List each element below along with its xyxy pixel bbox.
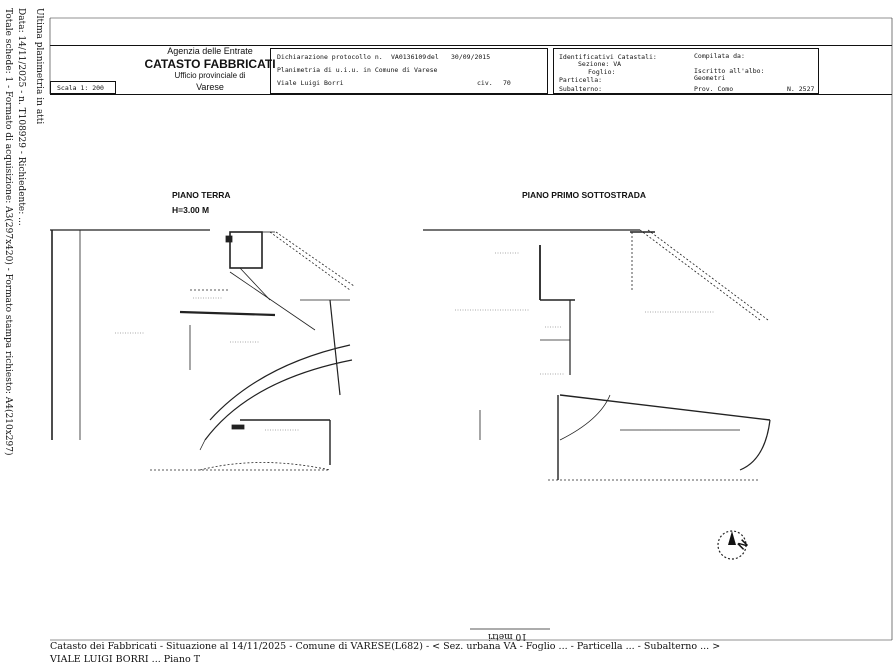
agency-name: Agenzia delle Entrate — [167, 46, 253, 56]
protocol-number: VA0136109 — [391, 53, 427, 61]
footer-line-1: Catasto dei Fabbricati - Situazione al 14/11/2025 - Comune di VARESE(L682) - < Sez. urbana VA - Foglio ... - Particella ... - Subalterno ... > — [50, 641, 721, 652]
registration-number: N. 2527 — [787, 85, 815, 93]
civ-value: 70 — [503, 79, 511, 87]
sidebar-line-1: Ultima planimetria in atti — [34, 8, 44, 125]
date-value: 30/09/2015 — [451, 53, 491, 61]
sidebar-line-3: Totale schede: 1 - Formato di acquisizione: A3(297x420) - Formato stampa richiesto: A4(210x297) — [3, 8, 13, 456]
footer-line-2: VIALE LUIGI BORRI ... Piano T — [50, 654, 201, 665]
ground-floor-height: H=3.00 M — [172, 205, 210, 215]
ident-title: Identificativi Catastali: — [559, 53, 657, 61]
particella-label: Particella: — [559, 76, 603, 84]
basement-floor-title: PIANO PRIMO SOTTOSTRADA — [522, 190, 647, 200]
planimetry-label: Planimetria di u.i.u. in Comune di Varese — [277, 66, 438, 74]
office-city: Varese — [196, 82, 224, 92]
ground-floor-title: PIANO TERRA — [172, 190, 231, 200]
prov-label: Prov. Como — [694, 85, 734, 93]
subalterno-label: Subalterno: — [559, 85, 603, 93]
compiled-by-label: Compilata da: — [694, 52, 745, 60]
civ-label: civ. — [477, 79, 493, 87]
date-label: del — [427, 53, 439, 61]
office-label: Ufficio provinciale di — [174, 71, 246, 80]
scale-bar-label: 10 metri — [488, 631, 527, 641]
scale-label: Scala 1: 200 — [57, 84, 104, 92]
protocol-label: Dichiarazione protocollo n. — [277, 53, 383, 61]
profession-label: Geometri — [694, 74, 726, 82]
sezione-label: Sezione: VA — [578, 60, 622, 68]
registered-label: Iscritto all'albo: — [694, 67, 765, 75]
catasto-title: CATASTO FABBRICATI — [144, 57, 276, 71]
ground-floor-plan — [50, 230, 354, 470]
svg-text:N: N — [734, 536, 751, 553]
sidebar-line-2: Data: 14/11/2025 - n. T108929 - Richiedente: ... — [16, 8, 26, 226]
north-arrow-icon — [712, 525, 752, 565]
address-label: Viale Luigi Borri — [277, 79, 344, 87]
basement-floor-plan — [423, 230, 770, 480]
foglio-label: Foglio: — [588, 68, 616, 76]
